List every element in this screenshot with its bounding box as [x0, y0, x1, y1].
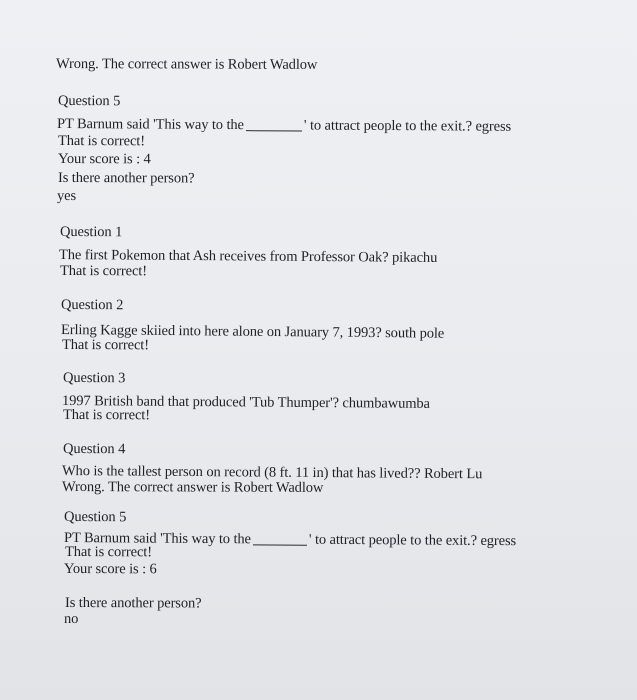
output-line-question-number [58, 93, 120, 110]
output-line-result [65, 544, 152, 561]
output-line-result [62, 479, 323, 497]
output-line-score [58, 151, 151, 168]
output-line-text: Your score is : 4 [57, 151, 151, 168]
output-line-question-number [61, 297, 123, 314]
output-line-text: That is correct! [61, 337, 149, 354]
output-line-text: That is correct! [64, 544, 152, 561]
output-line-text: no [63, 611, 79, 628]
output-line-text: Is there another person? [64, 595, 202, 612]
output-line-text: Wrong. The correct answer is Robert Wadlow [55, 56, 318, 73]
output-line-text: Who is the tallest person on record (8 ft. 11 in) that has lived?? Robert Lu [61, 463, 483, 483]
fill-in-blank-underline [253, 544, 307, 545]
output-line-text: PT Barnum said 'This way to the [63, 530, 251, 548]
output-line-text: Is there another person? [57, 170, 195, 187]
output-line-input [64, 611, 78, 628]
output-line-text: Question 2 [60, 297, 124, 314]
output-line-result [58, 133, 145, 150]
output-line-text: Question 1 [59, 224, 123, 241]
output-line-text: Question 4 [62, 441, 126, 458]
output-line-text: yes [56, 188, 77, 205]
output-line-prompt [58, 170, 195, 187]
output-line-result [63, 407, 150, 424]
output-line-result [62, 337, 149, 354]
output-line-text: Question 3 [62, 370, 126, 387]
output-line-text: 1997 British band that produced 'Tub Thumper'? chumbawumba [61, 393, 430, 412]
output-line-text-after-blank: ' to attract people to the exit.? egress [308, 531, 517, 550]
output-line-result [56, 56, 317, 74]
output-line-text: Wrong. The correct answer is Robert Wadlow [61, 479, 324, 496]
output-line-text: Erling Kagge skiied into here alone on January 7, 1993? south pole [60, 322, 445, 342]
output-line-input [57, 188, 76, 205]
output-line-prompt [65, 595, 202, 612]
output-line-question-number [63, 441, 125, 458]
output-line-text: That is correct! [57, 133, 145, 150]
output-line-text: That is correct! [62, 407, 150, 424]
output-line-result [60, 263, 147, 280]
output-line-text: PT Barnum said 'This way to the [56, 116, 244, 134]
output-line-text-after-blank: ' to attract people to the exit.? egress [303, 117, 512, 135]
output-line-text: That is correct! [59, 263, 147, 280]
output-line-text: Your score is : 6 [63, 561, 157, 578]
output-line-text: The first Pokemon that Ash receives from Professor Oak? pikachu [58, 247, 438, 266]
output-line-question-number [64, 509, 126, 526]
output-line-text: Question 5 [57, 93, 121, 110]
output-line-question-number [63, 370, 125, 387]
output-line-score [64, 561, 157, 578]
output-line-question-number [60, 224, 122, 241]
fill-in-blank-underline [246, 130, 302, 131]
output-line-text: Question 5 [63, 509, 127, 526]
